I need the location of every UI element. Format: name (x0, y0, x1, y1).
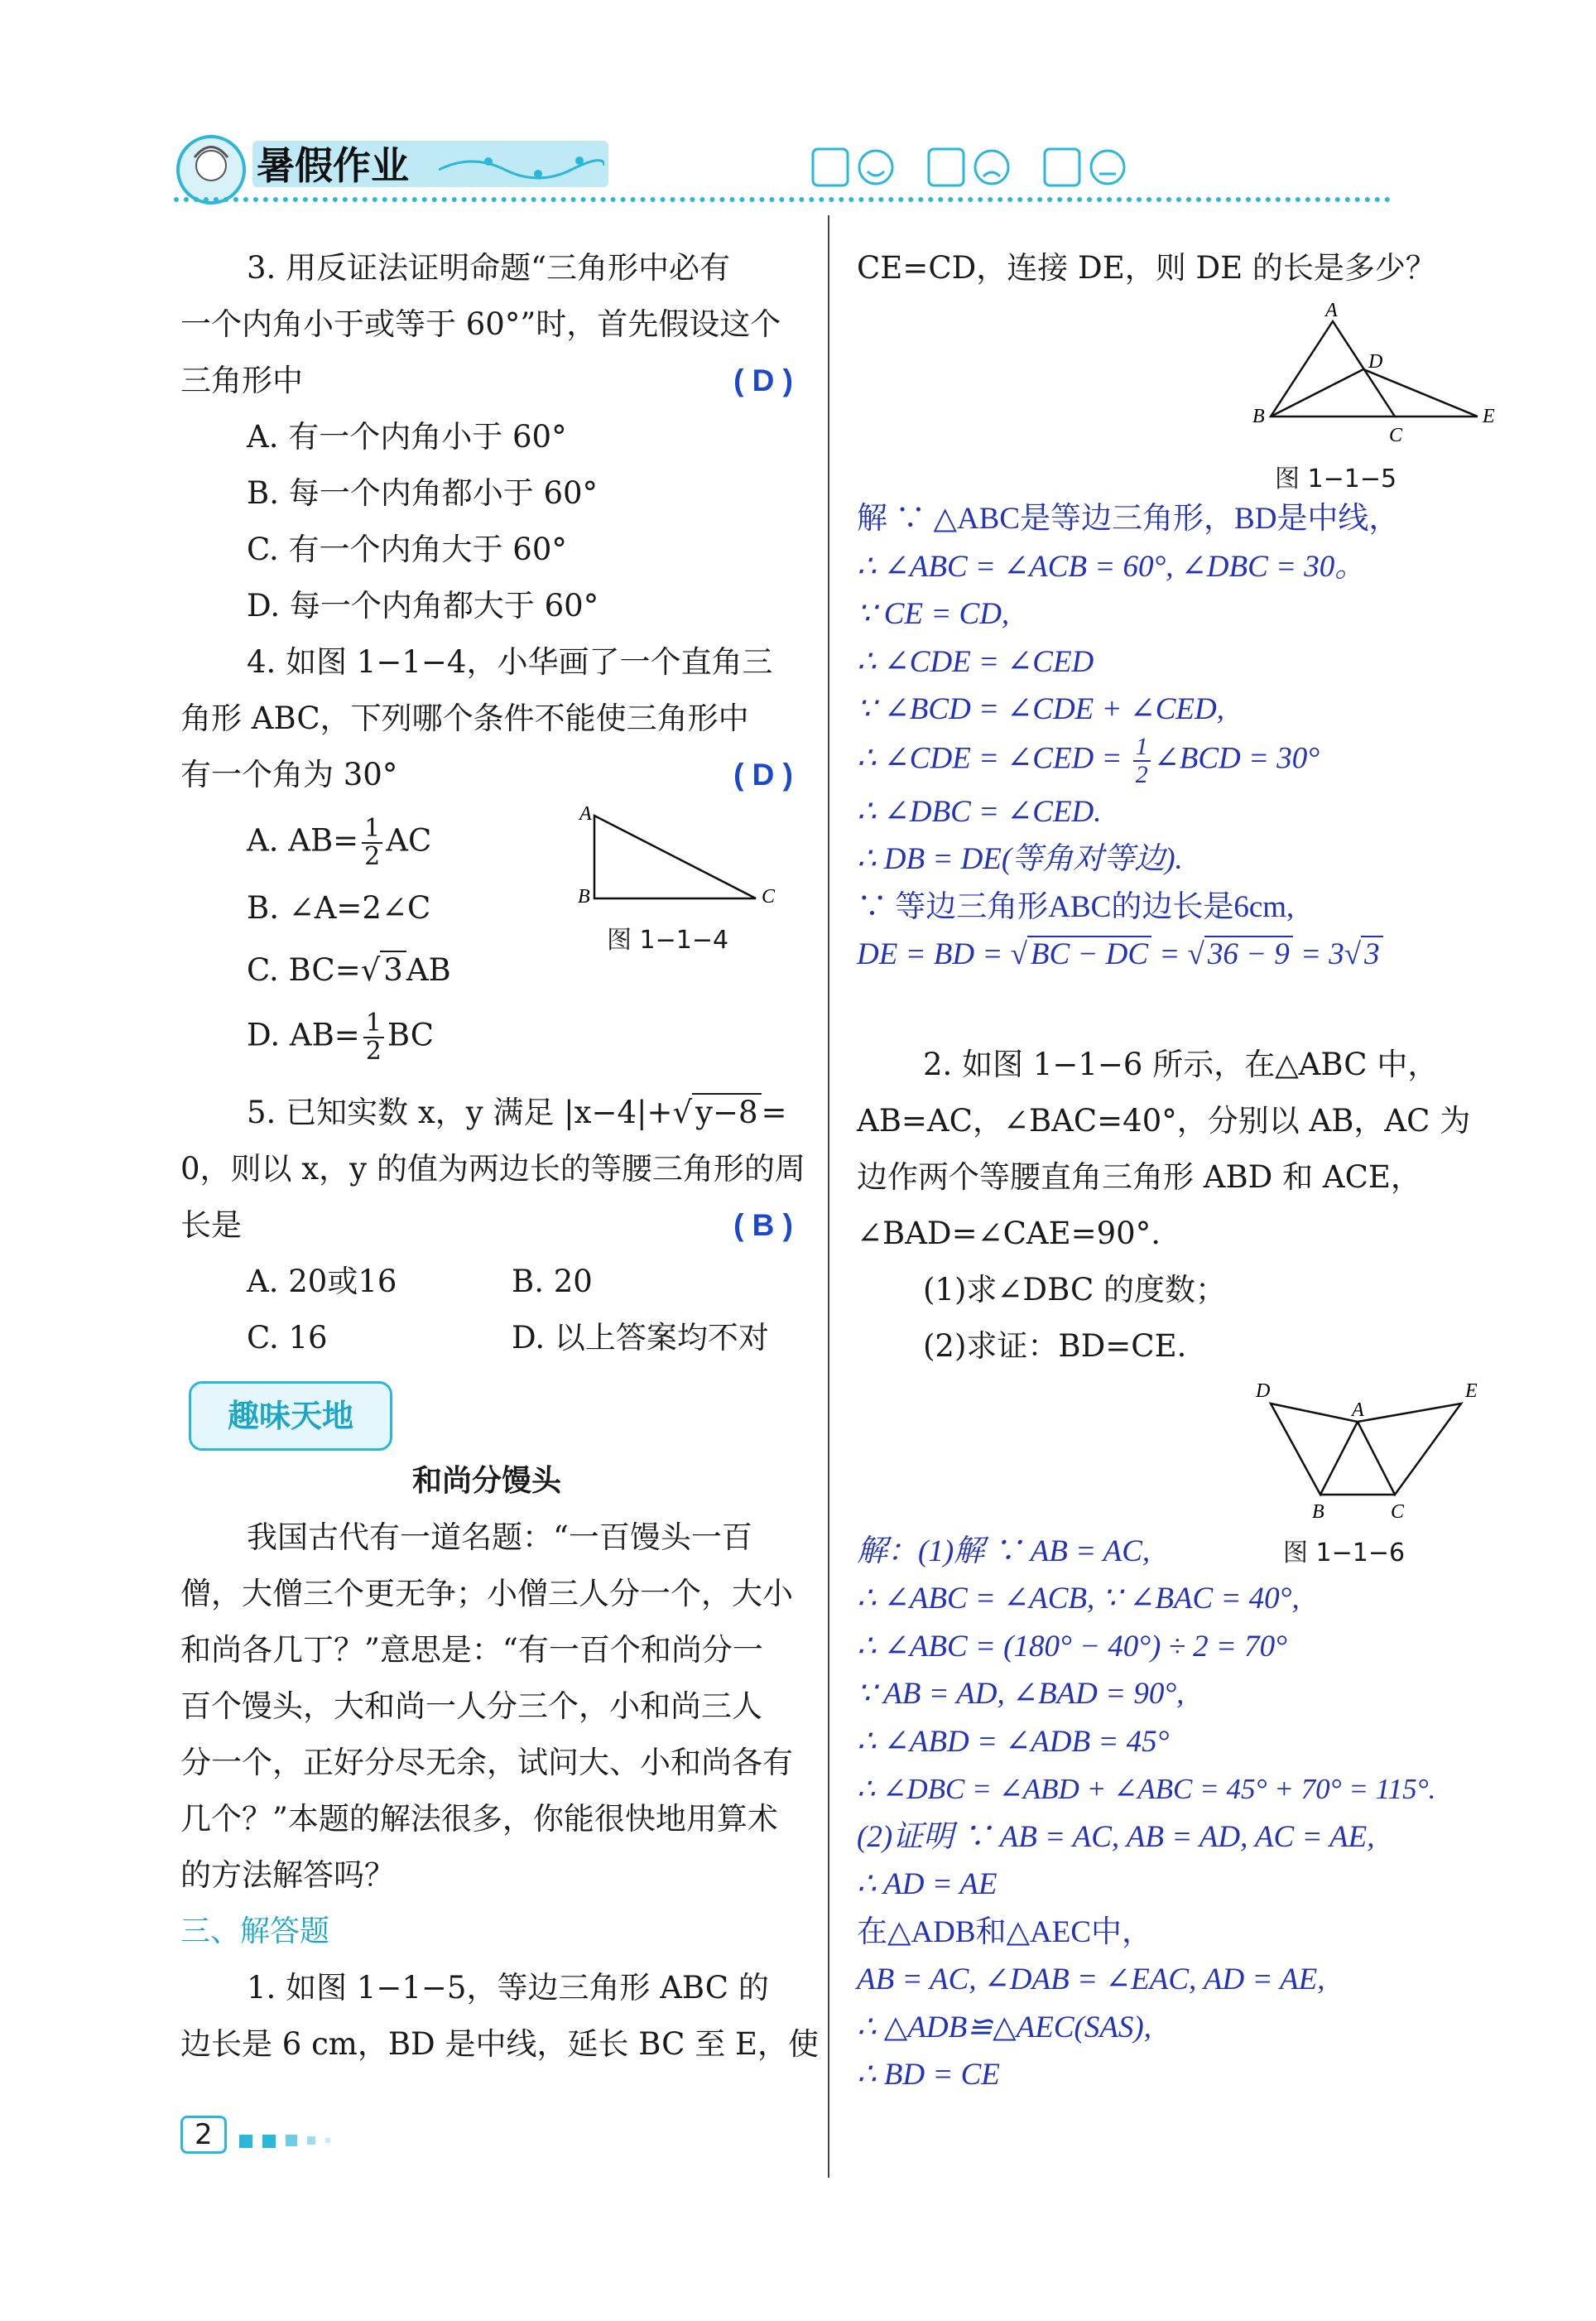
sol1-line-10: DE = BD = √ BC − DC = √ 36 − 9 = 3√ 3 (857, 931, 1585, 979)
p2-line-4: ∠BAD=∠CAE=90°. (857, 1215, 1161, 1251)
header (174, 124, 1391, 207)
q5-option-a: A. 20或16 (247, 1264, 397, 1299)
sol1-radicand-2: 36 − 9 (1204, 936, 1293, 971)
fig5-label-d: D (1368, 351, 1383, 373)
figure-1-1-5-block (857, 296, 1585, 495)
section-heading: 三、解答题 (180, 1914, 330, 1948)
sol2-line-1: 解：(1)解 ∵ AB = AC, (857, 1534, 1151, 1568)
fun-line-3: 和尚各几丁？”意思是：“有一百个和尚分一 (180, 1632, 763, 1668)
p1-continued: CE=CD，连接 DE，则 DE 的长是多少？ (857, 250, 1436, 286)
fun-line-7: 的方法解答吗？ (180, 1857, 395, 1893)
fraction-den: 2 (365, 1037, 382, 1066)
q5-line-2: 0，则以 x，y 的值为两边长的等腰三角形的周 (180, 1151, 805, 1187)
sol2-line-8: ∴ AD = AE (857, 1867, 997, 1901)
sol2-line-12: ∴ BD = CE (857, 2058, 1000, 2092)
fig6-label-c: C (1391, 1500, 1405, 1523)
q4-option-c-tail: AB (406, 952, 451, 988)
q3-line-1: 3. 用反证法证明命题“三角形中必有 (247, 250, 730, 286)
fraction-num: 1 (362, 816, 382, 844)
q4-option-d (247, 1010, 434, 1065)
sol2-line-7: (2)证明 ∵ AB = AC, AB = AD, AC = AE, (857, 1819, 1375, 1854)
sol1-line-6 (857, 734, 1585, 788)
q4-option-a-text: A. AB= (247, 822, 359, 859)
q3-option-d: D. 每一个内角都大于 60° (247, 588, 599, 624)
q4-answer: ( D ) (733, 758, 793, 792)
figure-1-1-6 (1254, 1379, 1502, 1528)
fig5-label-e: E (1483, 406, 1495, 427)
fraction-num: 1 (363, 1010, 384, 1038)
column-divider (828, 215, 829, 2178)
fig5-label-c: C (1389, 425, 1403, 446)
fig4-label-c: C (762, 886, 776, 908)
right-column (857, 240, 1585, 2099)
fig6-label-b: B (1312, 1500, 1324, 1523)
fun-badge-row (180, 1366, 793, 1453)
q3-option-b: B. 每一个内角都小于 60° (247, 475, 598, 511)
q4-option-c: C. BC=√ 3 AB (247, 952, 451, 988)
sol1-line-10-tail: = 3 (1292, 937, 1344, 971)
sol1-line-10-text: DE = BD = (857, 937, 1011, 971)
fig6-label-a: A (1352, 1399, 1364, 1421)
fun-line-4: 百个馒头，大和尚一人分三个，小和尚三人 (180, 1688, 762, 1724)
sol2-line-10: AB = AC, ∠DAB = ∠EAC, AD = AE, (857, 1962, 1325, 1996)
header-dotted-rule (174, 197, 1391, 202)
fun-badge-label: 趣味天地 (227, 1398, 353, 1434)
q4-options-block (180, 803, 793, 1085)
sol2-line-5: ∴ ∠ABD = ∠ADB = 45° (857, 1724, 1170, 1759)
sol1-radicand-1: BC − DC (1027, 936, 1151, 971)
sol1-line-5: ∵ ∠BCD = ∠CDE + ∠CED, (857, 692, 1224, 726)
sol1-fraction (1133, 734, 1151, 788)
sol1-line-7: ∴ ∠DBC = ∠CED. (857, 794, 1102, 829)
page-number: 2 (180, 2116, 227, 2154)
q4-option-a (247, 816, 431, 870)
sol1-line-3: ∵ CE = CD, (857, 597, 1010, 631)
q3-line-3-row (180, 353, 793, 409)
fun-line-1: 我国古代有一道名题：“一百馒头一百 (247, 1519, 752, 1555)
q3-option-a: A. 有一个内角小于 60° (247, 419, 567, 455)
fig5-label-b: B (1252, 406, 1265, 427)
sol1-line-6-text: ∴ ∠CDE = ∠CED = (857, 740, 1130, 775)
page-number-row (180, 2116, 388, 2154)
fig6-label-d: D (1256, 1380, 1271, 1402)
q5-radicand: y−8 (692, 1093, 761, 1130)
q5-line-1: 5. 已知实数 x，y 满足 |x−4|+√ y−8 = (247, 1095, 787, 1130)
p2-line-1: 2. 如图 1−1−6 所示，在△ABC 中， (923, 1046, 1439, 1082)
q5-line-3-row (180, 1197, 793, 1254)
sol1-line-4: ∴ ∠CDE = ∠CED (857, 644, 1094, 679)
fun-badge (189, 1381, 392, 1451)
sol2-line-9: 在△ADB和△AEC中， (857, 1914, 1153, 1949)
q5-option-b: B. 20 (512, 1264, 593, 1299)
q5-answer: ( B ) (733, 1208, 793, 1242)
fun-line-5: 分一个，正好分尽无余，试问大、小和尚各有 (180, 1745, 793, 1780)
fun-line-6: 几个？”本题的解法很多，你能很快地用算术 (180, 1801, 778, 1837)
left-column (180, 240, 819, 2073)
q4-option-d-fraction (363, 1010, 384, 1065)
q5-line-3: 长是 (180, 1207, 242, 1243)
figure-1-1-5-caption: 图 1−1−5 (1275, 465, 1397, 494)
sol2-line-2: ∴ ∠ABC = ∠ACB, ∵ ∠BAC = 40°, (857, 1582, 1300, 1616)
q4-line-3: 有一个角为 30° (180, 757, 398, 792)
header-avatar-icon (174, 132, 265, 207)
figure-1-1-5 (1238, 296, 1519, 462)
fraction-num: 1 (1133, 734, 1151, 762)
fun-title: 和尚分馒头 (411, 1464, 561, 1498)
figure-1-1-4-caption: 图 1−1−4 (607, 926, 729, 955)
self-rating-icons (811, 145, 1167, 190)
fig4-label-b: B (578, 886, 590, 908)
q4-option-d-text: D. AB= (247, 1017, 360, 1053)
sol2-line-3: ∴ ∠ABC = (180° − 40°) ÷ 2 = 70° (857, 1629, 1287, 1664)
header-title: 暑假作业 (257, 143, 409, 188)
fig5-label-a: A (1325, 300, 1338, 321)
sol2-line-6: ∴ ∠DBC = ∠ABD + ∠ABC = 45° + 70° = 115°. (857, 1773, 1436, 1805)
sol1-line-9: ∵ 等边三角形ABC的边长是6cm, (857, 889, 1295, 924)
q5-line-1-tail: = (761, 1095, 787, 1130)
q4-option-a-fraction (362, 816, 382, 870)
sol1-radicand-3: 3 (1361, 936, 1383, 971)
solution-2 (857, 1528, 1585, 2099)
p2-line-2: AB=AC，∠BAC=40°，分别以 AB，AC 为 (857, 1102, 1471, 1139)
p1-line-2: 边长是 6 cm，BD 是中线，延长 BC 至 E，使 (180, 2026, 819, 2062)
p1-line-1: 1. 如图 1−1−5，等边三角形 ABC 的 (247, 1970, 769, 2006)
q4-line-3-row (180, 747, 793, 803)
page-dots-decoration (239, 2128, 388, 2153)
q4-option-b: B. ∠A=2∠C (247, 890, 431, 926)
sol2-line-4: ∵ AB = AD, ∠BAD = 90°, (857, 1677, 1185, 1711)
sol1-line-1: 解 ∵ △ABC是等边三角形，BD是中线， (857, 502, 1400, 536)
sol1-line-10-mid: = (1151, 937, 1188, 971)
p2-line-3: 边作两个等腰直角三角形 ABD 和 ACE， (857, 1158, 1421, 1195)
figure-1-1-4 (570, 803, 785, 911)
fun-line-2: 僧，大僧三个更无争；小僧三人分一个，大小 (180, 1576, 793, 1611)
figure-1-1-6-block (857, 1375, 1585, 1528)
q4-option-c-radicand: 3 (380, 951, 406, 988)
q5-line-1-text: 5. 已知实数 x，y 满足 |x−4|+ (247, 1095, 673, 1130)
q5-options-row-1 (180, 1254, 793, 1310)
q4-option-a-tail: AC (386, 822, 432, 859)
fig6-label-e: E (1465, 1380, 1478, 1402)
sol1-line-8: ∴ DB = DE(等角对等边). (857, 842, 1183, 876)
fraction-den: 2 (1135, 760, 1148, 788)
sol1-line-2: ∴ ∠ABC = ∠ACB = 60°, ∠DBC = 30。 (857, 549, 1366, 584)
q4-option-d-tail: BC (387, 1017, 435, 1053)
sol2-line-11: ∴ △ADB≌△AEC(SAS), (857, 2010, 1151, 2044)
q3-line-2: 一个内角小于或等于 60°”时，首先假设这个 (180, 306, 781, 342)
solution-1 (857, 495, 1585, 979)
fig4-label-a: A (579, 803, 592, 825)
q5-options-row-2 (180, 1310, 793, 1366)
q3-answer: ( D ) (733, 364, 793, 397)
p2-line-5: (1)求∠DBC 的度数； (923, 1271, 1227, 1307)
q3-option-c: C. 有一个内角大于 60° (247, 532, 567, 567)
q4-line-2: 角形 ABC，下列哪个条件不能使三角形中 (180, 701, 749, 736)
figure-1-1-6-caption: 图 1−1−6 (1283, 1538, 1406, 1567)
q4-line-1: 4. 如图 1−1−4，小华画了一个直角三 (247, 644, 773, 680)
q5-option-c: C. 16 (247, 1320, 328, 1356)
p2-line-6: (2)求证：BD=CE. (923, 1327, 1187, 1364)
sol1-line-6-tail: ∠BCD = 30° (1153, 740, 1320, 775)
q3-line-3: 三角形中 (180, 363, 303, 398)
fraction-den: 2 (364, 842, 381, 871)
q5-option-d: D. 以上答案均不对 (512, 1320, 769, 1356)
q4-option-c-text: C. BC= (247, 952, 361, 988)
header-vine-decoration (439, 149, 604, 182)
